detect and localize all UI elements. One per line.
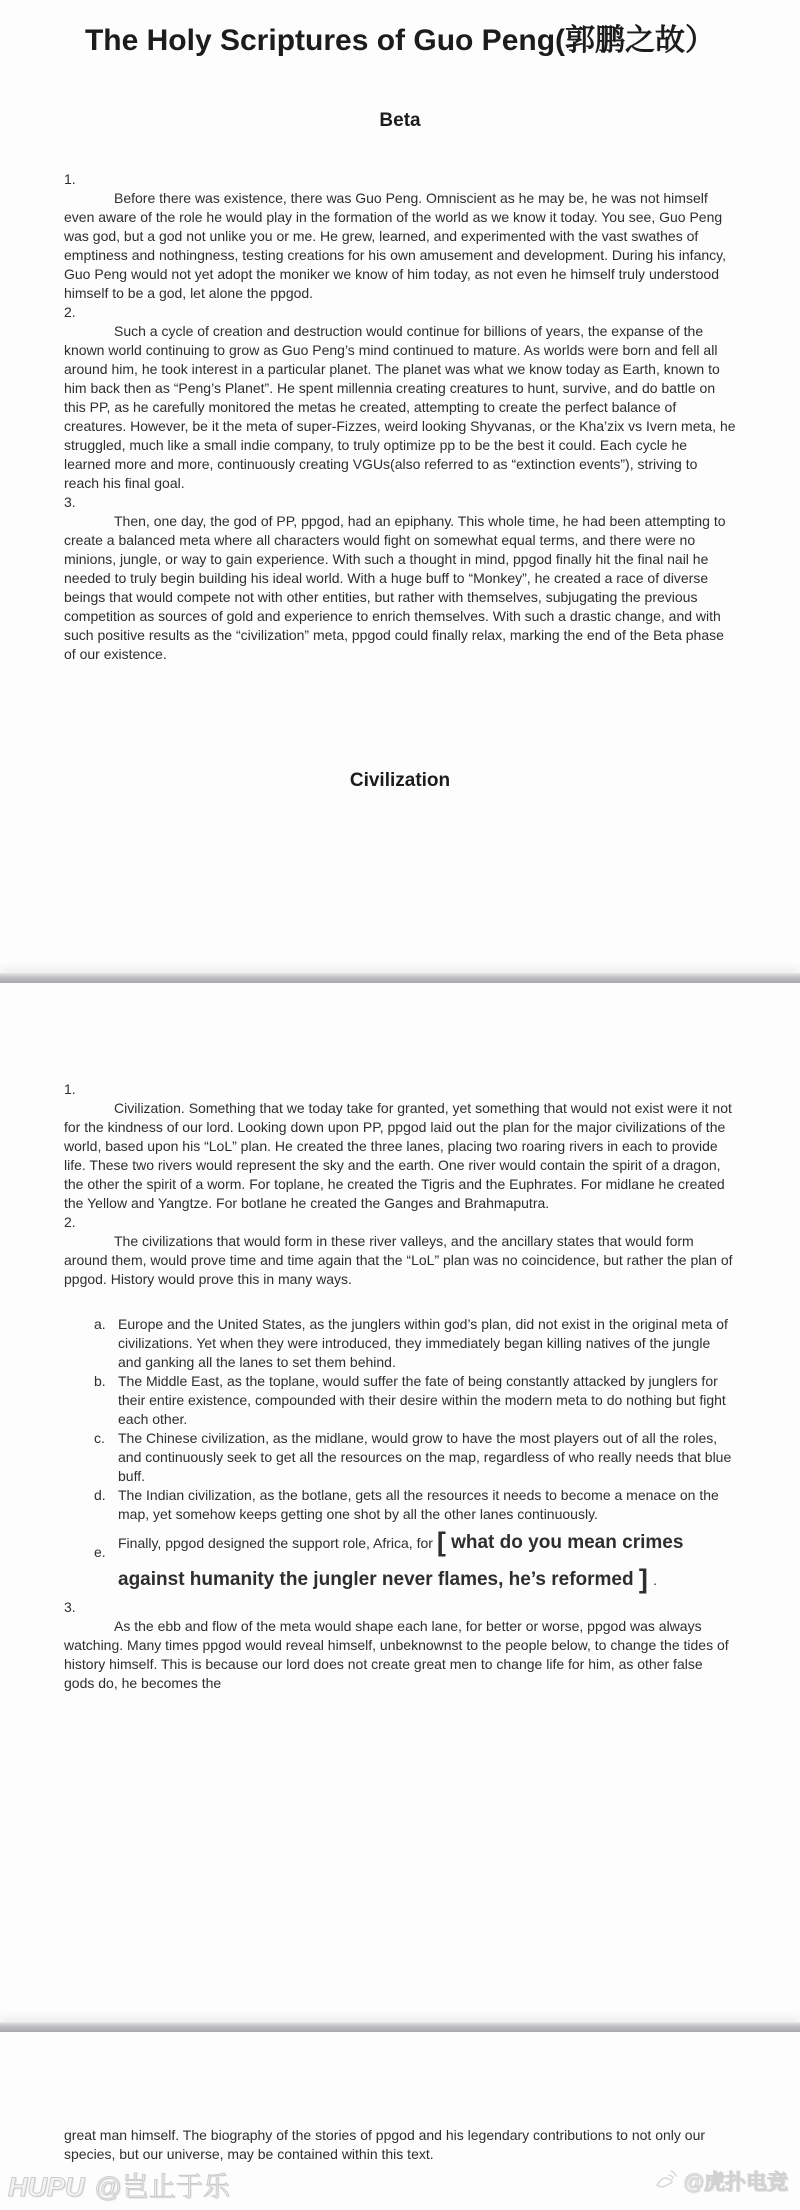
document-title: The Holy Scriptures of Guo Peng(郭鹏之故）	[84, 24, 716, 57]
list-item-e	[64, 1524, 736, 1598]
paragraph: great man himself. The biography of the stories of ppgod and his legendary contributions to not only our species, but our universe, may be contained within this text.	[64, 2127, 706, 2162]
section-heading-beta: Beta	[379, 110, 421, 131]
numbered-item-marker: 3.	[64, 1599, 76, 1615]
list-item-text: The Chinese civilization, as the midlane, would grow to have the most players out of all the roles, and continuously seek to get all the resources on the map, regardless of who really needs that blue buff.	[118, 1430, 732, 1484]
section-heading-civilization: Civilization	[349, 770, 451, 791]
document-page-1	[0, 0, 800, 973]
list-item-letter: d.	[94, 1487, 106, 1503]
paragraph: As the ebb and flow of the meta would shape each lane, for better or worse, ppgod was always watching. Many times ppgod would reveal himself, unbeknownst to the people below, to change the tides of history himself. This is because our lord does not create great men to change life for him, as other false gods do, he becomes the	[64, 1618, 729, 1691]
numbered-item-marker: 2.	[64, 304, 76, 320]
numbered-item-marker: 1.	[64, 171, 76, 187]
hupu-watermark-right	[653, 2166, 788, 2196]
page-1-body	[0, 170, 800, 664]
paragraph: Before there was existence, there was Guo Peng. Omniscient as he may be, he was not himself even aware of the role he would play in the formation of the world as we know it today. You see, Guo Peng was god, but a god not unlike you or me. He grew, learned, and experimented with the vast swathes of emptiness and nothingness, testing creations for his own amusement and development. During his infancy, Guo Peng would not yet adopt the moniker we know of him today, as not even he himself truly understood himself to be a god, let alone the ppgod.	[64, 190, 726, 301]
list-item-c	[64, 1429, 736, 1486]
hupu-esports-logo-icon	[653, 2168, 679, 2194]
page-2-body	[0, 983, 800, 1693]
list-item-text: The Middle East, as the toplane, would suffer the fate of being constantly attacked by junglers for their entire existence, compounded with their desire within the modern meta to do nothing but fight each other.	[118, 1373, 726, 1427]
list-item-text: Europe and the United States, as the junglers within god’s plan, did not exist in the original meta of civilizations. Yet when they were introduced, they immediately began killing natives of the jungle and ganking all the lanes to set them behind.	[118, 1316, 728, 1370]
list-item-b	[64, 1372, 736, 1429]
list-item-letter: e.	[94, 1544, 106, 1560]
paragraph: Civilization. Something that we today take for granted, yet something that would not exist were it not for the kindness of our lord. Looking down upon PP, ppgod laid out the plan for the major civilizations of the world, based upon his “LoL” plan. He created the three lanes, placing two roaring rivers in each to provide life. These two rivers would represent the sky and the earth. One river would contain the spirit of a dragon, the other the spirit of a worm. For toplane, he created the Tigris and the Euphrates. For midlane he created the Yellow and Yangtze. For botlane he created the Ganges and Brahmaputra.	[64, 1100, 732, 1211]
list-item-letter: c.	[94, 1430, 105, 1446]
list-item-text: Finally, ppgod designed the support role, Africa, for	[118, 1535, 437, 1551]
emphasized-text: what do you mean crimes against humanity the jungler never flames, he’s reformed	[118, 1532, 684, 1590]
list-item-letter: b.	[94, 1373, 106, 1389]
list-item-text: .	[653, 1572, 658, 1588]
list-item-letter: a.	[94, 1316, 106, 1332]
paragraph: The civilizations that would form in these river valleys, and the ancillary states that would form around them, would prove time and time again that the “LoL” plan was no coincidence, but rather the plan of ppgod. History would prove this in many ways.	[64, 1233, 733, 1287]
watermark-handle: @虎扑电竞	[683, 2171, 788, 2194]
bracket-open: [	[436, 1527, 446, 1557]
list-item-a	[64, 1315, 736, 1372]
list-item-text: The Indian civilization, as the botlane, gets all the resources it needs to become a menace on the map, yet somehow keeps getting one shot by all the other lanes continuously.	[118, 1487, 719, 1522]
numbered-item-marker: 2.	[64, 1214, 76, 1230]
document-page-2	[0, 983, 800, 2022]
bracket-close: ]	[638, 1564, 648, 1594]
hupu-watermark-left	[8, 2172, 230, 2202]
watermark-handle: @岂止于乐	[94, 2172, 230, 2202]
paragraph: Then, one day, the god of PP, ppgod, had an epiphany. This whole time, he had been attempting to create a balanced meta where all characters would fight on somewhat equal terms, and there were no minions, jungle, or way to gain experience. With such a thought in mind, ppgod finally hit the final nail he needed to truly begin building his ideal world. With a huge buff to “Monkey”, he created a race of diverse beings that would compete not with other entities, but rather with themselves, subjugating the previous competition as sources of gold and experience to enrich themselves. With such a drastic change, and with such positive results as the “civilization” meta, ppgod could finally relax, marking the end of the Beta phase of our existence.	[64, 513, 726, 662]
numbered-item-marker: 3.	[64, 494, 76, 510]
lettered-list	[64, 1315, 736, 1598]
list-item-d	[64, 1486, 736, 1524]
paragraph: Such a cycle of creation and destruction would continue for billions of years, the expanse of the known world continuing to grow as Guo Peng’s mind continued to mature. As worlds were born and fell all around him, he took interest in a particular planet. The planet was what we know today as Earth, known to him back then as “Peng’s Planet”. He spent millennia creating creatures to hunt, survive, and do battle on this PP, as he carefully monitored the metas he created, attempting to create the perfect balance of creatures. However, be it the meta of super-Fizzes, weird looking Shyvanas, or the Kha’zix vs Ivern meta, he struggled, much like a small indie company, to truly optimize pp to be the best it could. Each cycle he learned more and more, continuously creating VGUs(also referred to as “extinction events”), striving to reach his final goal.	[64, 323, 736, 491]
page-3-body	[0, 2032, 800, 2164]
hupu-logo-text: HUPU	[8, 2172, 85, 2202]
numbered-item-marker: 1.	[64, 1081, 76, 1097]
